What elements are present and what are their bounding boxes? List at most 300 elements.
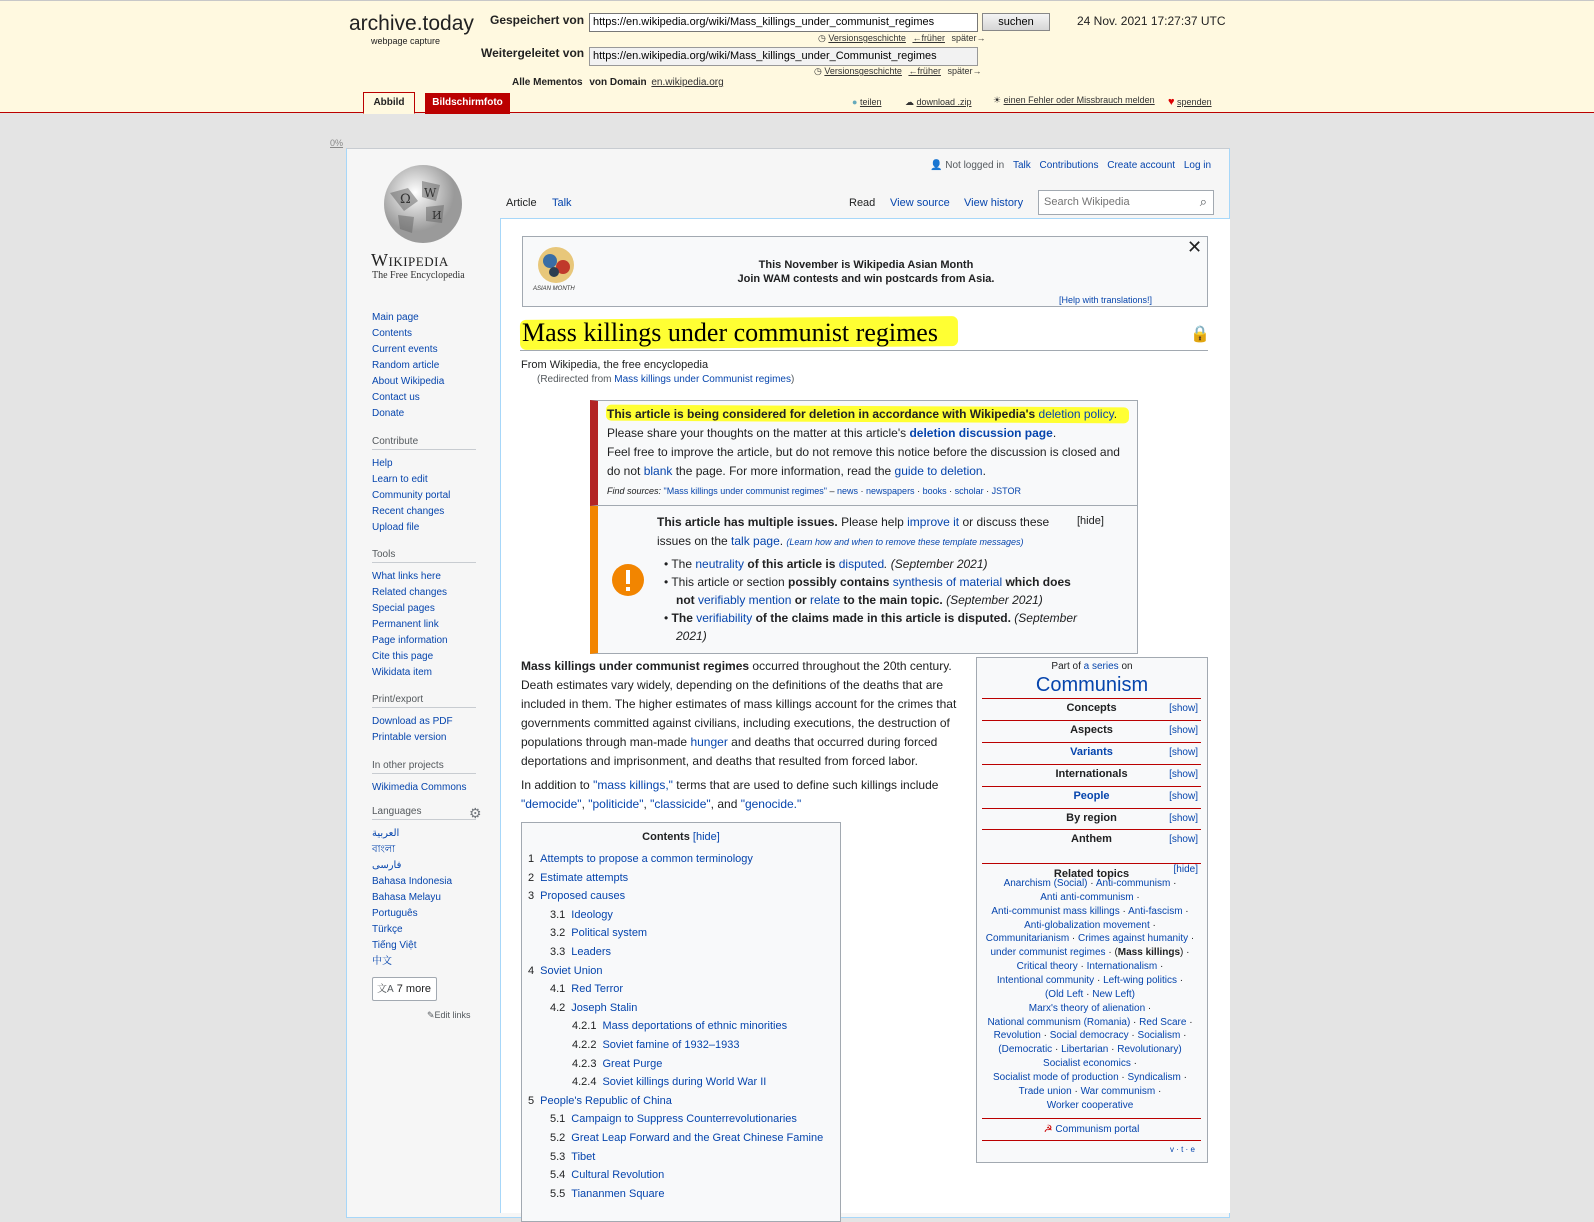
tab-view-source[interactable]: View source [890,197,950,209]
navbox-show-toggle[interactable]: [show] [1169,703,1198,714]
toc-item[interactable] [572,1039,739,1051]
title-rule [520,350,1208,351]
politicide-link[interactable]: "politicide" [588,797,644,811]
sidebar-item-tools-6[interactable]: Wikidata item [372,667,433,678]
toc-header [522,831,840,843]
issues-bold: This article has multiple issues. [657,515,838,529]
toc-item[interactable] [572,1058,662,1070]
topic-link[interactable]: Revolution [993,1030,1041,1042]
topic-separator: · [1183,947,1190,959]
pencil-icon: ✎ [427,1010,435,1020]
topic-separator: · [1069,933,1079,945]
related-topics-line [976,1029,1204,1043]
communism-portal-link[interactable]: Communism portal [1055,1124,1140,1135]
clock-icon: ◷ [818,33,826,43]
navbox-row[interactable] [982,720,1201,741]
share-action[interactable] [852,97,881,107]
sidebar-item-lang-8[interactable]: 中文 [372,956,392,967]
related-topics-line [976,932,1204,946]
sidebar-item-nav-3[interactable]: Random article [372,360,440,371]
toc-link[interactable]: Soviet famine of 1932–1933 [602,1039,740,1051]
toc-number: 1 [528,853,535,865]
share-link[interactable]: teilen [859,97,882,107]
related-topics-line [976,891,1204,905]
search-button[interactable]: suchen [982,13,1050,31]
issues-hide-label: [hide] [1077,515,1104,527]
part-of-text: Part of [1051,661,1084,672]
navbox-row[interactable] [982,829,1201,850]
sidebar-item-nav-1[interactable]: Contents [372,328,413,339]
edit-links[interactable] [427,1010,471,1021]
edit-links-label: Edit links [434,1010,471,1020]
issue-2-b: possibly contains [788,575,893,589]
topic-link[interactable]: Socialist mode of production [993,1071,1119,1083]
report-link[interactable]: einen Fehler oder Missbrauch melden [1003,95,1155,105]
disputed-link[interactable]: disputed [838,557,885,571]
later-text: später→ [951,33,986,43]
toc-item[interactable] [528,1095,672,1107]
topic-separator: · [1155,1085,1162,1097]
democide-link[interactable]: "democide" [521,797,582,811]
tab-view-history[interactable]: View history [964,197,1024,209]
table-of-contents [521,822,841,1222]
sidebar-item-lang-0[interactable]: العربية [372,828,400,839]
improve-it-link[interactable]: improve it [907,515,960,529]
toc-item[interactable] [528,853,753,865]
related-topics-line [976,988,1204,1002]
topic-link[interactable]: Anti-communism [1095,878,1171,889]
saved-url-input[interactable]: https://en.wikipedia.org/wiki/Mass_killings_under_communist_regimes [589,13,978,32]
navbox-show-toggle[interactable]: [show] [1169,768,1198,780]
toc-link[interactable]: Great Purge [602,1057,663,1070]
sidebar-item-print-1[interactable]: Printable version [372,732,447,743]
find-sources-dot: · [858,486,867,496]
toc-number: 4.2.3 [572,1057,597,1070]
find-source-link-1[interactable]: newspapers [866,486,915,496]
banner-help-link[interactable]: [Help with translations!] [1059,295,1153,305]
intro-bold: Mass killings under communist regimes [521,659,750,673]
wiki-search-input[interactable] [1039,191,1179,213]
find-source-link-4[interactable]: JSTOR [991,486,1021,496]
issue-2-cont [676,591,1043,610]
sidebar-item-contribute-3[interactable]: Recent changes [372,506,445,517]
cloud-download-icon: ☁ [905,97,914,107]
banner-line-1: This November is Wikipedia Asian Month [758,259,974,271]
topic-link[interactable]: Left-wing politics [1103,974,1177,986]
genocide-link[interactable]: "genocide." [740,797,802,811]
contributions-link[interactable]: Contributions [1039,160,1099,171]
saved-from-label: Gespeichert von [490,13,585,27]
toc-link[interactable]: Red Terror [571,983,624,996]
toc-item[interactable] [550,909,613,921]
topic-link[interactable]: Anti anti-communism [1040,891,1134,903]
sidebar-item-lang-4[interactable]: Bahasa Melayu [372,892,441,903]
sidebar-item-nav-0[interactable]: Main page [372,312,419,323]
redirected-post: ) [790,374,795,385]
deletion-discussion-link[interactable]: deletion discussion page [909,426,1053,440]
toc-link[interactable]: Mass deportations of ethnic minorities [602,1020,788,1033]
tab-screenshot[interactable]: Bildschirmfoto [425,93,510,114]
toc-link[interactable]: Great Leap Forward and the Great Chinese Famine [571,1132,824,1144]
blank-link[interactable]: blank [643,464,673,478]
issue-3-c: of the claims made in this article is disputed. [752,611,1011,625]
download-link[interactable]: download .zip [916,97,972,107]
topic-separator: · [1176,974,1184,986]
toc-item[interactable] [550,1188,664,1200]
sidebar-tools [372,549,476,681]
toc-item[interactable] [550,1002,637,1014]
sidebar-item-nav-4[interactable]: About Wikipedia [372,376,445,387]
personal-talk-link[interactable]: Talk [1012,160,1031,171]
sidebar-item-other-0[interactable]: Wikimedia Commons [372,782,467,793]
related-topics-line [976,1099,1204,1113]
find-sources-query[interactable]: "Mass killings under communist regimes" [663,486,827,496]
toc-link[interactable]: Cultural Revolution [571,1169,665,1182]
toc-item[interactable] [550,1151,595,1163]
verifiability-link[interactable]: verifiability [696,611,753,625]
earlier-link[interactable]: ←früher [912,33,945,43]
heart-icon: ♥ [1168,96,1175,108]
topic-link[interactable]: under communist regimes [990,947,1106,959]
wikipedia-globe-icon[interactable] [378,163,468,245]
issues-hide-toggle[interactable] [1077,515,1104,527]
sidebar-item-nav-6[interactable]: Donate [372,408,405,419]
toc-item[interactable] [528,872,628,884]
toc-link[interactable]: Ideology [571,908,613,921]
sidebar-item-tools-0[interactable]: What links here [372,571,441,582]
navbox-show-toggle[interactable]: [show] [1169,724,1198,736]
page-title: Mass killings under communist regimes [522,318,938,347]
issue-2: • This article or section possibly contains synthesis of material which does [664,575,1071,589]
topic-separator: · [1071,1085,1081,1097]
related-topics-label: Related topics [1053,868,1130,880]
issues-l2b: . [779,534,787,548]
classicide-link[interactable]: "classicide" [650,797,711,811]
deletion-l4a: do not [607,464,644,478]
sidebar-item-contribute-4[interactable]: Upload file [372,522,420,533]
issues-talk-page-link[interactable]: talk page [731,534,780,548]
toc-item[interactable] [550,946,611,958]
topic-link[interactable]: Socialism [1137,1030,1181,1042]
related-topics-line [976,1085,1204,1099]
navbox-row[interactable] [982,808,1201,829]
toc-link[interactable]: Tibet [571,1150,596,1163]
issue-1: • The neutrality of this article is disputed. (September 2021) [664,557,988,571]
sidebar-item-lang-6[interactable]: Türkçe [372,924,403,935]
find-sources-dot: · [914,486,923,496]
topic-link[interactable]: Socialist economics [1043,1058,1131,1070]
issue-2-d: which does [1002,575,1071,589]
topic-separator: · [1149,919,1156,931]
toc-link[interactable]: Leaders [571,946,612,958]
navbox-row[interactable] [982,786,1201,807]
toc-item[interactable] [550,1113,797,1125]
sidebar-item-lang-1[interactable]: বাংলা [372,844,396,855]
mass-killings-link[interactable]: "mass killings," [593,778,673,792]
topic-link[interactable]: Worker cooperative [1046,1099,1134,1111]
lock-icon[interactable]: 🔒 [1190,326,1210,343]
redirect-url-input[interactable]: https://en.wikipedia.org/wiki/Mass_killings_under_Communist_regimes [589,47,978,66]
series-link[interactable]: a series [1083,661,1119,672]
find-sources-dot: · [983,486,992,496]
topic-link[interactable]: Trade union [1018,1085,1072,1097]
find-source-link-2[interactable]: books [922,486,947,496]
toc-number: 5.2 [550,1132,566,1144]
sidebar-item-contribute-0[interactable]: Help [372,458,393,469]
topic-link[interactable]: National communism (Romania) [987,1016,1131,1028]
svg-text:Ω: Ω [400,192,411,207]
topic-link[interactable]: Crimes against humanity [1078,933,1189,945]
topic-paren: ) [1180,947,1184,959]
more-languages-label: 7 more [396,983,431,995]
sidebar-contribute [372,436,476,536]
issue-2-e: not [676,593,698,607]
terms-and: , and [710,797,741,811]
donate-action[interactable] [1168,96,1212,108]
tab-talk[interactable]: Talk [552,197,572,209]
tab-abbild[interactable]: Abbild [363,92,415,114]
share-icon: ● [852,97,858,107]
domain-label: von Domain [589,77,647,88]
donate-link[interactable]: spenden [1177,97,1212,107]
sidebar-item-lang-7[interactable]: Tiếng Việt [372,940,417,951]
more-languages-button[interactable] [372,977,437,1001]
topic-link[interactable]: War communism [1080,1085,1156,1097]
navbox-row-label: Concepts [1066,702,1117,714]
issue-3: • The verifiability of the claims made in this article is disputed. (September [664,611,1077,625]
toc-link[interactable]: People's Republic of China [540,1094,672,1107]
related-topics-line [976,905,1204,919]
toc-link[interactable]: Tiananmen Square [571,1187,665,1200]
intro-l5a: populations through man-made [521,735,691,749]
deletion-line-1 [607,405,1117,424]
navbox-row[interactable] [982,698,1201,719]
user-icon: 👤 [930,160,943,171]
toc-item[interactable] [528,965,603,977]
topic-link[interactable]: Critical theory [1016,961,1078,973]
neutrality-link[interactable]: neutrality [695,557,745,571]
topic-link[interactable]: Syndicalism [1127,1071,1181,1083]
topic-link[interactable]: Intentional community [996,974,1095,986]
navbox-row[interactable] [982,742,1201,763]
topic-link[interactable]: Anarchism (Social) [1003,878,1088,889]
navbox-show-toggle[interactable]: [show] [1169,790,1198,802]
tab-article[interactable]: Article [506,197,537,209]
deletion-period: . [1113,407,1118,421]
topic-link[interactable]: Marx's theory of alienation [1028,1002,1146,1014]
hunger-link[interactable]: hunger [690,735,728,749]
topic-separator: · [1040,1030,1050,1042]
topic-link[interactable]: Revolutionary) [1117,1044,1182,1056]
terms-c: terms that are used to define such killings include [672,778,939,792]
toc-item[interactable] [550,983,623,995]
verifiably-mention-link[interactable]: verifiably mention [698,593,792,607]
toc-link[interactable]: Political system [571,927,648,940]
issue-2-i: to the main topic. [840,593,943,607]
toc-link[interactable]: Proposed causes [540,890,626,903]
wikipedia-wordmark[interactable]: Wikipedia [371,250,449,270]
svg-text:И: И [432,209,442,222]
toc-link[interactable]: Campaign to Suppress Counterrevolutionaries [571,1113,797,1126]
find-source-link-0[interactable]: news [837,486,859,496]
topic-separator: · [1077,961,1087,973]
issues-l2a: issues on the [657,534,732,548]
language-settings-gear-icon[interactable]: ⚙ [469,805,482,821]
sidebar-item-lang-2[interactable]: فارسی [372,860,402,871]
topic-link[interactable]: New Left) [1092,988,1136,1000]
toc-item[interactable] [572,1076,766,1088]
communism-portal[interactable] [982,1118,1201,1141]
navbox-show-toggle[interactable]: [show] [1169,812,1198,824]
related-topics-hide[interactable]: [hide] [1173,864,1198,875]
issue-1-a: The [671,557,696,571]
toc-number: 5.3 [550,1150,566,1163]
sidebar-item-lang-5[interactable]: Português [372,908,418,919]
search-icon[interactable]: ⌕ [1199,194,1207,209]
sidebar-item-print-0[interactable]: Download as PDF [372,716,453,727]
toc-link[interactable]: Joseph Stalin [571,1001,638,1014]
hammer-sickle-icon: ☭ [1043,1124,1053,1135]
toc-item[interactable] [550,1169,664,1181]
sidebar-item-tools-4[interactable]: Page information [372,635,448,646]
archive-logo[interactable]: archive.today [349,12,474,35]
login-link[interactable]: Log in [1183,160,1212,171]
find-sources [607,486,1021,496]
sidebar-other-projects [372,760,476,796]
print-heading: Print/export [372,694,476,708]
toc-link[interactable]: Soviet killings during World War II [602,1076,767,1089]
navbox-show-toggle[interactable]: [show] [1169,834,1198,846]
topic-link[interactable]: (Old Left [1044,988,1084,1000]
report-action[interactable] [993,95,1155,106]
history-link[interactable]: Versionsgeschichte [828,33,906,43]
sidebar-item-lang-3[interactable]: Bahasa Indonesia [372,876,453,887]
sidebar-item-tools-1[interactable]: Related changes [372,587,448,598]
topic-separator: · [1145,1002,1152,1014]
issue-1-c: of this article is [744,557,839,571]
topic-separator: · [1119,905,1129,917]
intro-l3: included in them. The higher estimates of mass killings account for the crimes that [521,697,957,711]
close-icon[interactable]: ✕ [1187,237,1203,257]
toc-number: 5 [528,1094,535,1107]
toc-item[interactable] [572,1020,787,1032]
toc-item[interactable] [550,927,647,939]
relate-link[interactable]: relate [810,593,841,607]
search-box[interactable] [1038,190,1214,215]
mementos-row [512,77,724,88]
topic-link[interactable]: Internationalism [1086,961,1158,973]
topic-separator: · [1083,988,1093,1000]
toc-link[interactable]: Attempts to propose a common terminology [540,853,753,865]
translate-icon: 文A [377,984,394,995]
topic-separator: · [1157,961,1164,973]
deletion-policy-link[interactable]: deletion policy [1038,407,1114,421]
issue-3-date-end: 2021) [676,629,707,643]
related-topics-line [976,974,1204,988]
navbox-vte[interactable]: v · t · e [1170,1145,1195,1154]
deletion-line-2 [607,424,1056,443]
issue-1-date: . (September 2021) [884,557,988,571]
topic-link[interactable]: (Democratic [998,1044,1053,1056]
learn-remove-link[interactable]: (Learn how and when to remove these template messages) [786,537,1024,547]
other-projects-heading: In other projects [372,760,476,774]
deletion-line-4 [607,462,986,481]
toc-number: 4.1 [550,983,566,996]
sidebar-item-contribute-2[interactable]: Community portal [372,490,451,501]
domain-link[interactable]: en.wikipedia.org [651,77,724,88]
intro-l6: deportations and imprisonment, and deaths that resulted from forced labor. [521,754,918,768]
navbox-row-label: Internationals [1055,767,1128,780]
topic-link[interactable]: Anti-globalization movement [1024,919,1150,931]
zoom-level[interactable]: 0% [330,138,344,148]
deletion-l4e: . [982,464,986,478]
sidebar-item-nav-5[interactable]: Contact us [372,392,420,403]
personal-tools [930,160,1211,171]
toc-hide-toggle[interactable]: [hide] [692,831,720,843]
toc-number: 5.1 [550,1113,566,1126]
topic-separator: · [1094,974,1104,986]
synthesis-link[interactable]: synthesis of material [892,575,1003,589]
intro-paragraph [521,657,956,771]
issue-3-cont [676,627,707,646]
toc-link[interactable]: Soviet Union [540,964,603,977]
related-topics-line [976,1071,1204,1085]
toc-number: 4.2.2 [572,1039,597,1051]
navbox-title[interactable]: Communism [1035,674,1149,696]
create-account-link[interactable]: Create account [1107,160,1176,171]
sidebar-item-tools-3[interactable]: Permanent link [372,619,439,630]
history-row-1 [818,33,985,44]
topic-link[interactable]: Anti-communist mass killings [991,905,1120,917]
topic-link[interactable]: Anti-fascism [1128,905,1183,917]
sidebar-item-contribute-1[interactable]: Learn to edit [372,474,428,485]
banner-line-2: Join WAM contests and win postcards from Asia. [737,273,995,285]
guide-to-deletion-link[interactable]: guide to deletion [894,464,983,478]
toc-number: 5.5 [550,1187,566,1200]
navbox-row[interactable] [982,764,1201,785]
topic-link[interactable]: Communitarianism [985,933,1070,945]
find-source-link-3[interactable]: scholar [954,486,984,496]
related-topics-line [976,1002,1204,1016]
topic-separator: · [1133,891,1140,903]
sidebar-item-nav-2[interactable]: Current events [372,344,438,355]
history-link-2[interactable]: Versionsgeschichte [824,66,902,76]
toc-link[interactable]: Estimate attempts [540,871,629,884]
earlier-link-2[interactable]: ←früher [908,66,941,76]
topic-link[interactable]: Red Scare [1139,1016,1187,1028]
intro-l2: Death estimates vary widely, depending on the definitions of the deaths that are [521,678,944,692]
toc-item[interactable] [528,890,625,902]
sidebar-item-tools-5[interactable]: Cite this page [372,651,434,662]
tools-heading: Tools [372,549,476,563]
topic-link[interactable]: Social democracy [1049,1030,1129,1042]
clock-icon: ◷ [814,66,822,76]
topic-link[interactable]: Libertarian [1061,1044,1109,1056]
redirected-link[interactable]: Mass killings under Communist regimes [614,374,791,385]
navbox-show-toggle[interactable]: [show] [1169,746,1198,758]
topic-paren: ( [1114,947,1118,959]
topic-separator: · [1087,878,1096,889]
terms-paragraph: In addition to "mass killings," terms that are used to define such killings include "democide", "politicide", "classicide", and "genocide." [521,778,939,811]
issues-line-2 [657,532,1024,552]
intro-l1: occurred throughout the 20th century. [749,659,952,673]
toc-item[interactable] [550,1132,823,1144]
topic-separator: · [1105,947,1115,959]
sidebar-item-tools-2[interactable]: Special pages [372,603,435,614]
tab-read[interactable]: Read [849,197,876,209]
navbox-row-label: Anthem [1071,833,1112,846]
download-action[interactable] [905,97,972,108]
